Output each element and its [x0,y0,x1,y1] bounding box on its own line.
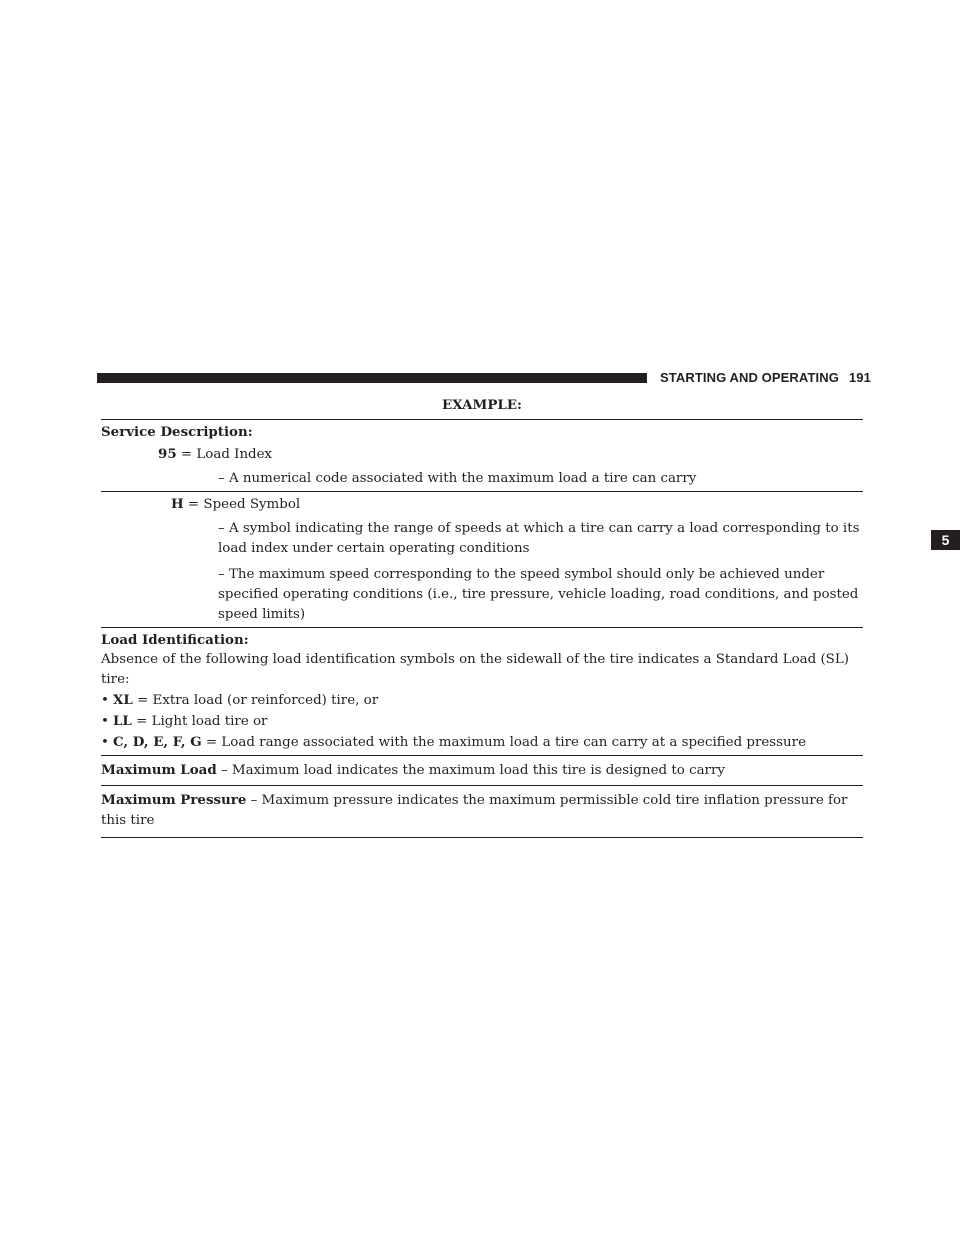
bullet-text: = Light load tire or [136,714,268,729]
maximum-pressure-row [101,785,863,838]
speed-symbol-label: = Speed Symbol [187,497,301,512]
header-rule [97,373,647,383]
speed-symbol-note-1: – A symbol indicating the range of speeds at which a tire can carry a load corresponding to its load index under certain operating conditions [218,521,860,556]
bullet-text: = Extra load (or reinforced) tire, or [137,693,379,708]
example-table [101,395,863,838]
speed-symbol-row [101,491,863,627]
example-title: EXAMPLE: [442,397,522,413]
load-identification-row [101,627,863,755]
bullet-text: = Load range associated with the maximum load a tire can carry at a specified pressure [205,735,806,750]
load-index-line [101,444,863,465]
list-item [101,711,863,732]
list-item [101,732,863,753]
maximum-load-term: Maximum Load [101,762,217,778]
maximum-load-row [101,755,863,785]
running-header [660,370,871,385]
service-description-heading: Service Description: [101,424,253,440]
bullet-code: C, D, E, F, G [113,734,202,750]
bullet-code: LL [113,713,132,729]
load-identification-heading: Load Identification: [101,632,249,648]
load-index-row [101,444,863,491]
speed-symbol-line [101,494,863,515]
section-title: STARTING AND OPERATING [660,370,839,385]
bullet-icon: • [101,693,109,708]
page-number: 191 [848,370,871,385]
load-index-note: – A numerical code associated with the maximum load a tire can carry [218,471,697,486]
list-item [101,690,863,711]
bullet-icon: • [101,714,109,729]
bullet-icon: • [101,735,109,750]
load-index-label: = Load Index [180,447,273,462]
speed-symbol-code: H [171,496,184,512]
maximum-pressure-term: Maximum Pressure [101,792,247,808]
speed-symbol-note-2: – The maximum speed corresponding to the speed symbol should only be achieved under specified operating conditions (i.e., tire pressure, vehicle loading, road conditions, and posted speed limits) [218,567,859,622]
maximum-pressure-text: – Maximum pressure indicates the maximum permissible cold tire inflation pressure for this tire [101,793,848,828]
load-index-code: 95 [158,446,177,462]
bullet-code: XL [113,692,133,708]
chapter-tab: 5 [931,530,960,550]
maximum-load-text: – Maximum load indicates the maximum load this tire is designed to carry [220,763,725,778]
service-description-row [101,419,863,444]
load-identification-intro: Absence of the following load identification symbols on the sidewall of the tire indicates a Standard Load (SL) tire: [101,652,849,687]
